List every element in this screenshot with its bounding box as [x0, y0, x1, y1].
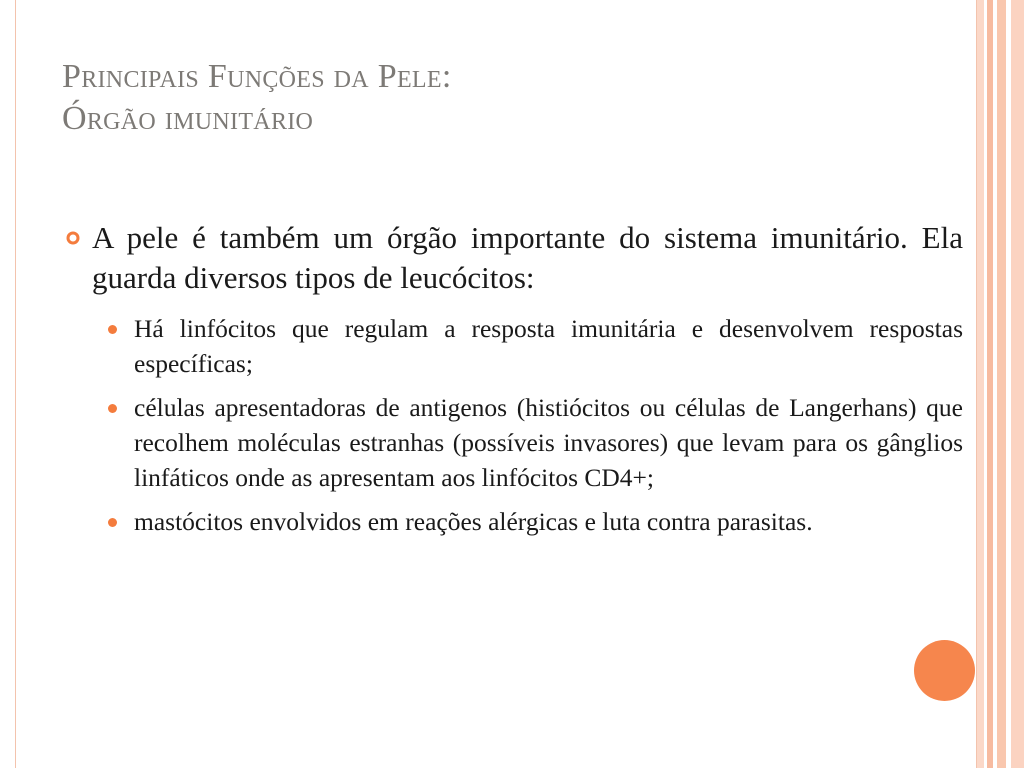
decorative-stripe — [1011, 0, 1024, 768]
sub-bullet-text: células apresentadoras de antigenos (histiócitos ou células de Langerhans) que recolhem moléculas estranhas (possíveis invasores) que levam para os gânglios linfáticos onde as apresentam aos linfócitos CD4+; — [134, 393, 963, 492]
orange-dot-bullet-icon — [108, 325, 117, 334]
sub-bullet-text: mastócitos envolvidos em reações alérgicas e luta contra parasitas. — [134, 507, 813, 536]
title-line-2: Órgão imunitário — [62, 100, 314, 137]
main-bullet — [66, 218, 963, 298]
orange-dot-bullet-icon — [108, 404, 117, 413]
sub-bullet-antigen-cells — [108, 390, 963, 495]
decorative-stripe — [997, 0, 1006, 768]
sub-bullet-mast-cells — [108, 504, 963, 539]
slide-content — [66, 218, 963, 548]
orange-dot-bullet-icon — [108, 518, 117, 527]
sub-bullet-text: Há linfócitos que regulam a resposta imunitária e desenvolvem respostas específicas; — [134, 314, 963, 378]
orange-ring-bullet-icon — [66, 231, 80, 245]
title-line-1: Principais Funções da Pele: — [62, 58, 452, 95]
sub-bullet-list — [66, 311, 963, 539]
slide-title — [62, 56, 942, 140]
orange-circle-decoration — [914, 640, 975, 701]
decorative-stripe — [977, 0, 984, 768]
sub-bullet-lymphocytes — [108, 311, 963, 381]
main-bullet-text: A pele é também um órgão importante do sistema imunitário. Ela guarda diversos tipos de leucócitos: — [92, 220, 963, 295]
